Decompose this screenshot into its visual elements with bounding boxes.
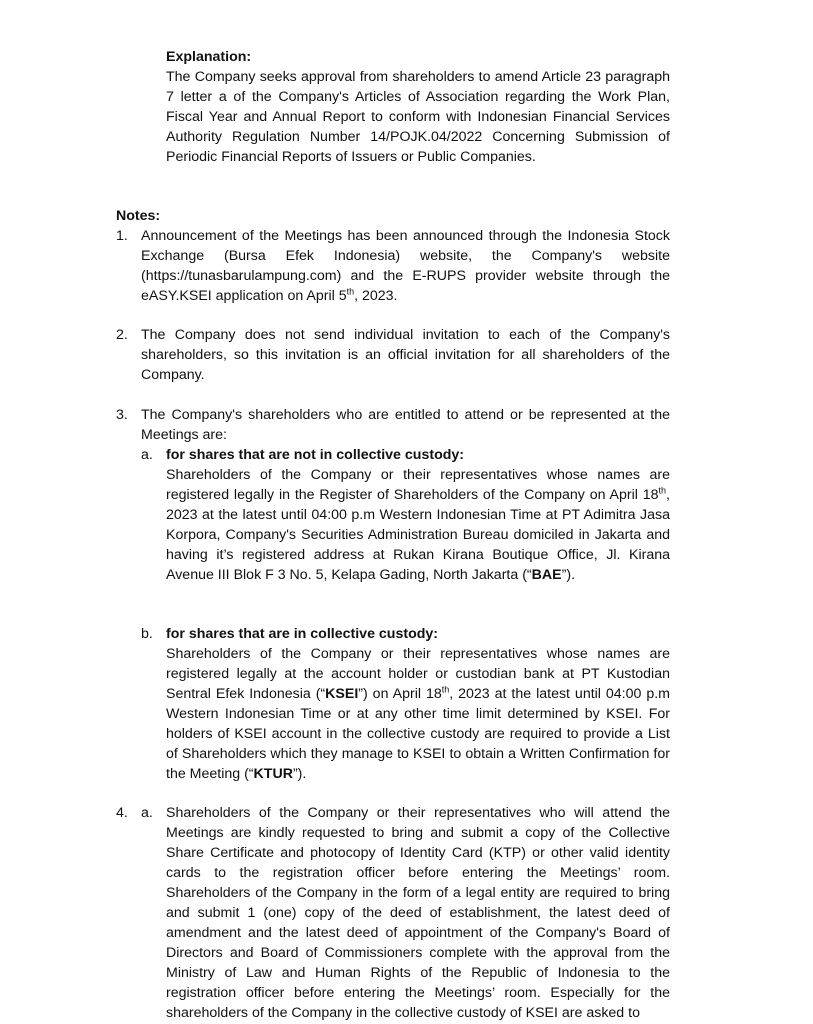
note-3b-text	[166, 644, 670, 784]
note-3-number: 3.	[116, 407, 128, 423]
note-3b-text-4: ”).	[292, 766, 307, 782]
note-3a-bae: BAE	[531, 567, 562, 583]
note-4a-label: a.	[141, 805, 153, 821]
note-3a-label: a.	[141, 447, 153, 463]
note-3b-title: for shares that are in collective custody:	[166, 626, 439, 642]
explanation-heading: Explanation:	[166, 49, 252, 65]
note-3b-superscript: th	[441, 684, 450, 695]
note-2-text: The Company does not send individual invitation to each of the Company's shareholders, so this invitation is an official invitation for all shareholders of the Company.	[141, 327, 670, 383]
note-3a-text-2: , 2023 at the latest until 04:00 p.m Western Indonesian Time at PT Adimitra Jasa Korpora, Company's Securities Administration Bureau domiciled in Jakarta and having it’s registered address at Rukan Kirana Boutique Office, Jl. Kirana Avenue III Blok F 3 No. 5, Kelapa Gading, North Jakarta (“	[166, 487, 670, 583]
notes-heading: Notes:	[116, 208, 161, 224]
note-3b-text-1: Shareholders of the Company or their representatives whose names are registered legally at the account holder or custodian bank at PT Kustodian Sentral Efek Indonesia (“	[166, 646, 670, 702]
explanation-body: The Company seeks approval from shareholders to amend Article 23 paragraph 7 letter a of the Company's Articles of Association regarding the Work Plan, Fiscal Year and Annual Report to conform with Indonesian Financial Services Authority Regulation Number 14/POJK.04/2022 Concerning Submission of Periodic Financial Reports of Issuers or Public Companies.	[166, 69, 670, 165]
note-2-number: 2.	[116, 327, 128, 343]
note-3b-text-3: , 2023 at the latest until 04:00 p.m Western Indonesian Time or at any other time limit determined by KSEI. For holders of KSEI account in the collective custody are required to provide a List of Shareholders which they manage to KSEI to obtain a Written Confirmation for the Meeting (“	[166, 686, 670, 782]
note-3a-superscript: th	[658, 485, 667, 496]
note-4a-text: Shareholders of the Company or their representatives who will attend the Meetings are kindly requested to bring and submit a copy of the Collective Share Certificate and photocopy of Identity Card (KTP) or other valid identity cards to the registration officer before entering the Meetings’ room. Shareholders of the Company in the form of a legal entity are required to bring and submit 1 (one) copy of the deed of establishment, the latest deed of amendment and the latest deed of appointment of the Company's Board of Directors and Board of Commissioners complete with the approval from the Ministry of Law and Human Rights of the Republic of Indonesia to the registration officer before entering the Meetings’ room. Especially for the shareholders of the Company in the collective custody of KSEI are asked to	[166, 805, 670, 1021]
note-1-number: 1.	[116, 228, 128, 244]
note-3b-ktur: KTUR	[253, 766, 293, 782]
note-3b-ksei: KSEI	[325, 686, 359, 702]
note-3a-title: for shares that are not in collective custody:	[166, 447, 465, 463]
note-3b-text-2: ”) on April 18	[358, 686, 442, 702]
note-1-text	[141, 226, 670, 306]
note-3a-text-3: ”).	[561, 567, 576, 583]
note-3-intro: The Company's shareholders who are entitled to attend or be represented at the Meetings are:	[141, 407, 670, 443]
note-3b-label: b.	[141, 626, 153, 642]
note-1-text-tail: , 2023.	[354, 288, 398, 304]
note-3a-text	[166, 465, 670, 585]
note-3a-text-1: Shareholders of the Company or their representatives whose names are registered legally in the Register of Shareholders of the Company on April 18	[166, 467, 670, 503]
note-4-number: 4.	[116, 805, 128, 821]
note-1-superscript: th	[346, 286, 355, 297]
note-1-text-main: Announcement of the Meetings has been announced through the Indonesia Stock Exchange (Bursa Efek Indonesia) website, the Company's website (https://tunasbarulampung.com) and the E-RUPS provider website through the eASY.KSEI application on April 5	[141, 228, 670, 304]
